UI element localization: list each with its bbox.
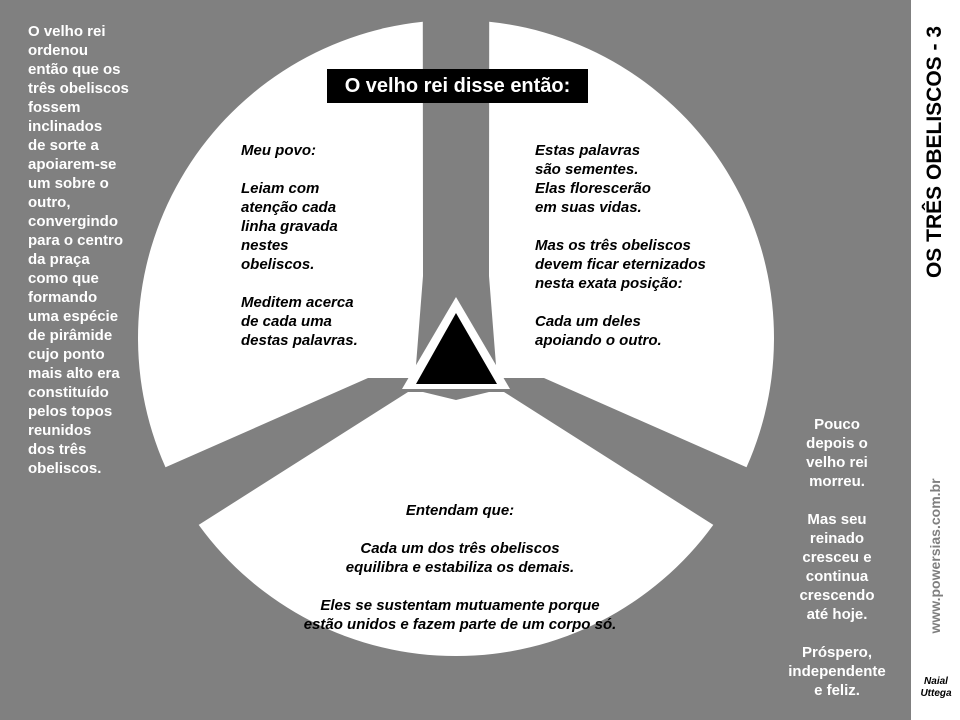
vertical-title: OS TRÊS OBELISCOS - 3 <box>923 25 946 279</box>
website-label: www.powersias.com.br <box>927 478 943 634</box>
page-title: O velho rei disse então: <box>327 69 588 103</box>
panel-bottom-text: Entendam que: Cada um dos três obeliscos equilibra e estabiliza os demais. Eles se sustentam mutuamente porque estão unidos e fazem parte de um corpo só. <box>303 502 617 633</box>
panel-left-text: Meu povo: Leiam com atenção cada linha gravada nestes obeliscos. Meditem acerca de cada uma destas palavras. <box>241 142 358 349</box>
right-narrative: Pouco depois o velho rei morreu. Mas seu reinado cresceu e continua crescendo até hoje. Próspero, independente e feliz. <box>788 416 886 699</box>
panel-right-text: Estas palavras são sementes. Elas florescerão em suas vidas. Mas os três obeliscos devem ficar eternizados nesta exata posição: Cada um deles apoiando o outro. <box>535 142 706 349</box>
left-narrative: O velho rei ordenou então que os três obeliscos fossem inclinados de sorte a apoiarem-se um sobre o outro, convergindo para o centro da praça como que formando uma espécie de pirâmide cujo ponto mais alto era constituído pelos topos reunidos dos três obeliscos. <box>28 23 129 477</box>
author-label: Naial Uttega <box>920 676 952 699</box>
